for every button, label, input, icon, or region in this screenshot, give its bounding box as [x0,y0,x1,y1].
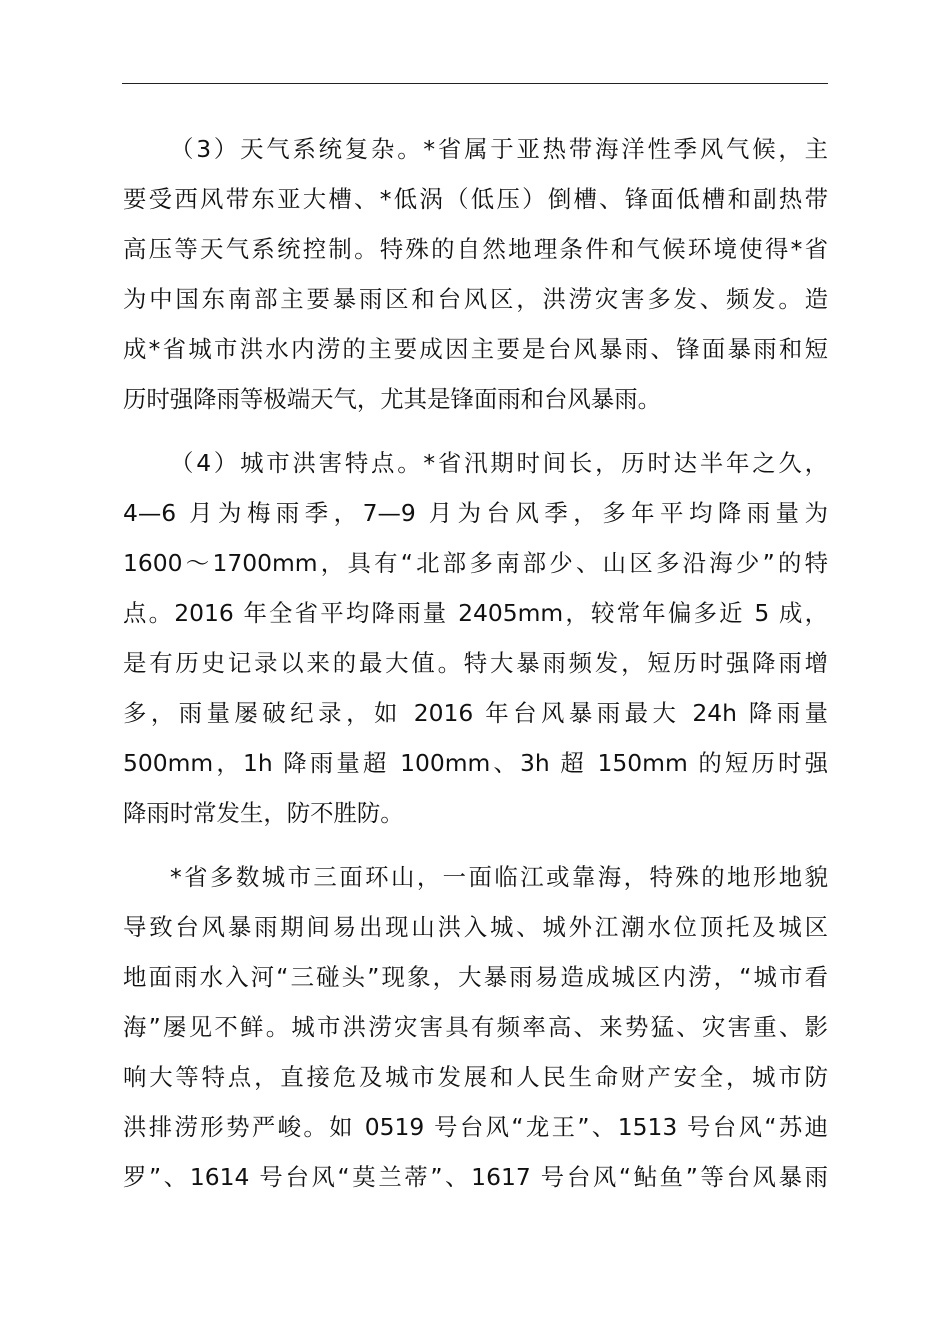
paragraph-weather-systems [123,124,828,424]
text-line: （3）天气系统复杂。*省属于亚热带海洋性季风气候，主 [170,135,828,163]
text-line: 要受西风带东亚大槽、*低涡（低压）倒槽、锋面低槽和副热带 [123,185,828,213]
text-line: 海”屡见不鲜。城市洪涝灾害具有频率高、来势猛、灾害重、影 [123,1013,828,1041]
text-line: 降雨时常发生，防不胜防。 [123,799,404,827]
paragraph-city-terrain [123,852,828,1202]
text-line: 响大等特点，直接危及城市发展和人民生命财产安全，城市防 [123,1063,828,1091]
text-line: 4—6 月为梅雨季，7—9 月为台风季，多年平均降雨量为 [123,499,828,527]
text-line: 500mm，1h 降雨量超 100mm、3h 超 150mm 的短历时强 [123,749,828,777]
text-line: 地面雨水入河“三碰头”现象，大暴雨易造成城区内涝，“城市看 [123,963,828,991]
text-line: 1600～1700mm，具有“北部多南部少、山区多沿海少”的特 [123,549,828,577]
text-line: （4）城市洪害特点。*省汛期时间长，历时达半年之久， [170,449,828,477]
text-line: 罗”、1614 号台风“莫兰蒂”、1617 号台风“鲇鱼”等台风暴雨 [123,1163,828,1191]
text-line: 洪排涝形势严峻。如 0519 号台风“龙王”、1513 号台风“苏迪 [123,1113,828,1141]
paragraph-flood-characteristics [123,438,828,838]
header-rule [122,83,828,84]
text-line: 为中国东南部主要暴雨区和台风区，洪涝灾害多发、频发。造 [123,285,828,313]
paragraph-gap [123,424,828,438]
text-line: 成*省城市洪水内涝的主要成因主要是台风暴雨、锋面暴雨和短 [123,335,828,363]
text-line: 历时强降雨等极端天气，尤其是锋面雨和台风暴雨。 [123,385,661,413]
text-line: 是有历史记录以来的最大值。特大暴雨频发，短历时强降雨增 [123,649,828,677]
paragraph-gap [123,838,828,852]
body-text [123,124,828,1202]
text-line: 多，雨量屡破纪录，如 2016 年台风暴雨最大 24h 降雨量 [123,699,828,727]
text-line: 高压等天气系统控制。特殊的自然地理条件和气候环境使得*省 [123,235,828,263]
text-line: 导致台风暴雨期间易出现山洪入城、城外江潮水位顶托及城区 [123,913,828,941]
text-line: *省多数城市三面环山，一面临江或靠海，特殊的地形地貌 [170,863,828,891]
text-line: 点。2016 年全省平均降雨量 2405mm，较常年偏多近 5 成， [123,599,828,627]
